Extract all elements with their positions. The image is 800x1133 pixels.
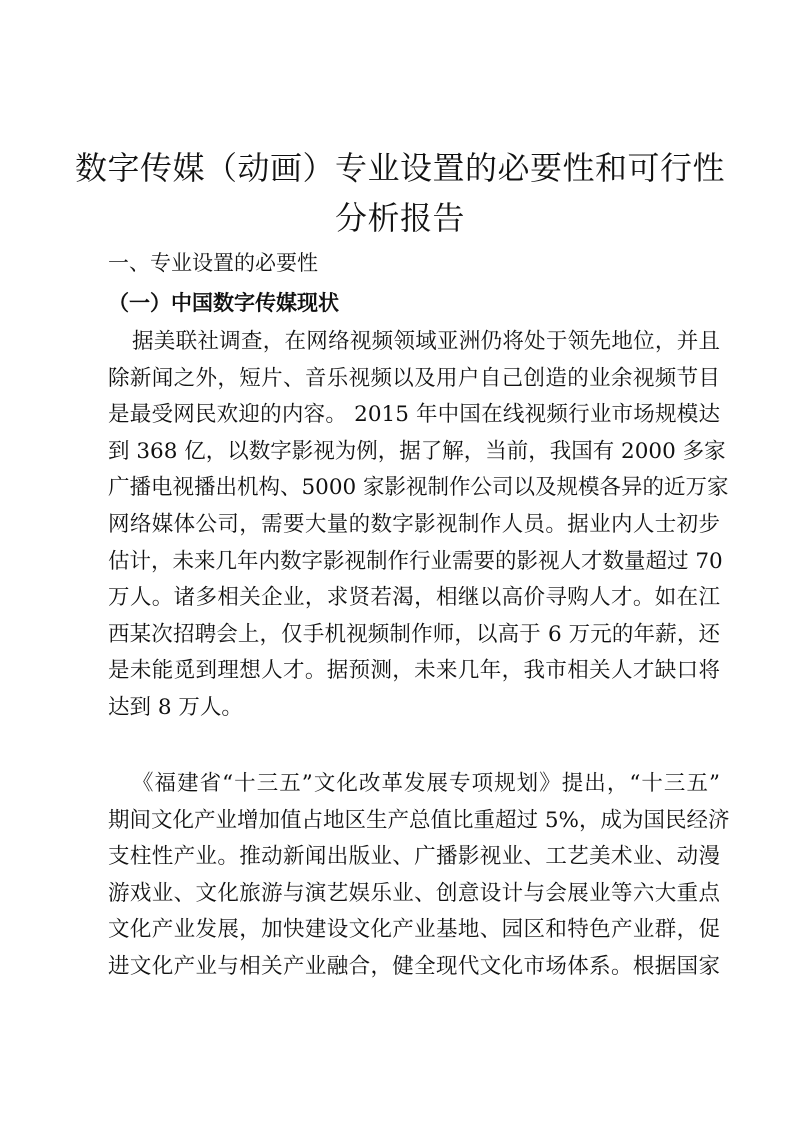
paragraph-line: 是最受网民欢迎的内容。 2015 年中国在线视频行业市场规模达 [108, 402, 720, 428]
paragraph-line: 广播电视播出机构、5000 家影视制作公司以及规模各异的近万家 [108, 475, 729, 501]
document-title-line-2: 分析报告 [334, 199, 465, 237]
paragraph-line: 《福建省“十三五”文化改革发展专项规划》提出，“十三五” [132, 771, 720, 796]
paragraph-line: 达到 8 万人。 [108, 694, 243, 720]
paragraph-line: 万人。诸多相关企业，求贤若渴，相继以高价寻购人才。如在江 [108, 585, 720, 611]
paragraph-line: 到 368 亿，以数字影视为例，据了解，当前，我国有 2000 多家 [108, 438, 726, 464]
paragraph-line: 是未能觅到理想人才。据预测，未来几年，我市相关人才缺口将 [108, 658, 720, 684]
paragraph-line: 网络媒体公司，需要大量的数字影视制作人员。据业内人士初步 [108, 511, 720, 537]
paragraph-1 [108, 324, 729, 727]
paragraph-line: 估计，未来几年内数字影视制作行业需要的影视人才数量超过 70 [108, 548, 723, 574]
document-title-line-1: 数字传媒（动画）专业设置的必要性和可行性 [74, 149, 725, 187]
paragraph-line: 据美联社调查，在网络视频领域亚洲仍将处于领先地位，并且 [132, 329, 720, 354]
paragraph-line: 除新闻之外，短片、音乐视频以及用户自己创造的业余视频节目 [108, 365, 720, 391]
subsection-heading: （一）中国数字传媒现状 [108, 291, 339, 315]
paragraph-line: 西某次招聘会上，仅手机视频制作师，以高于 6 万元的年薪，还 [108, 621, 720, 647]
paragraph-2 [108, 766, 730, 986]
paragraph-line: 游戏业、文化旅游与演艺娱乐业、创意设计与会展业等六大重点 [108, 880, 720, 906]
paragraph-line: 支柱性产业。推动新闻出版业、广播影视业、工艺美术业、动漫 [108, 844, 720, 870]
paragraph-line: 进文化产业与相关产业融合，健全现代文化市场体系。根据国家 [108, 953, 720, 979]
section-heading: 一、专业设置的必要性 [108, 251, 318, 275]
paragraph-line: 文化产业发展，加快建设文化产业基地、园区和特色产业群，促 [108, 917, 720, 943]
paragraph-line: 期间文化产业增加值占地区生产总值比重超过 5%，成为国民经济 [108, 807, 730, 833]
